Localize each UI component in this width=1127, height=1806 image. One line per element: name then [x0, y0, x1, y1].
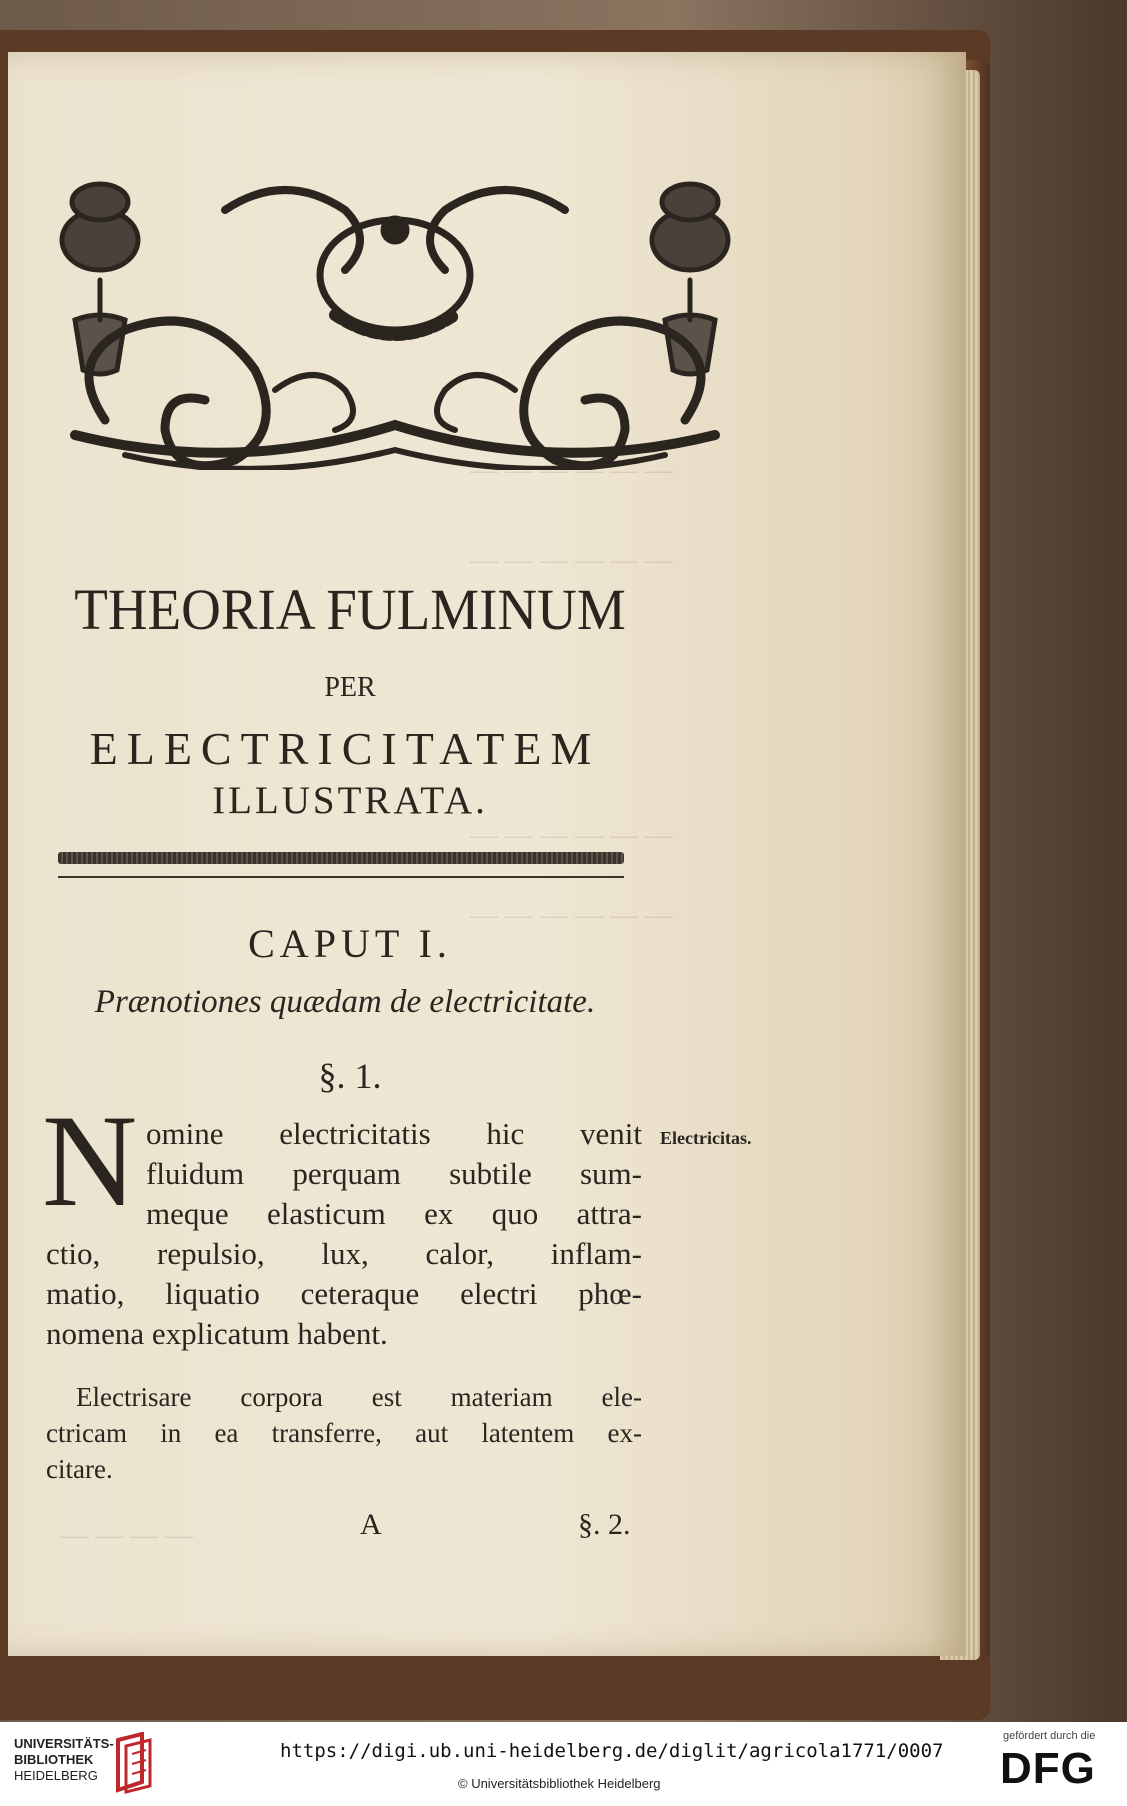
- paragraph-line: Electrisare corpora est materiam ele-: [76, 1382, 642, 1412]
- library-name[interactable]: [14, 1736, 114, 1784]
- paragraph-line: fluidum perquam subtile sum-: [146, 1156, 642, 1191]
- paragraph-line: citare.: [46, 1454, 113, 1484]
- signature-mark: A: [360, 1508, 382, 1541]
- scan-image: — — — — — — — — — — — — — — — — — — — — — — — — — — — — THEORIA FULMINUM PER ELECTRICITATEM ILLUSTRATA. CAPUT I. Prænotiones quædam de electricitate. §. 1. N omine electricitatis hic venit fluidum perquam subtile sum- meque elasticum ex quo attra- ctio, repulsio, lux, calor, inflam- matio, liquatio ceteraque electri phœ- nomena explicatum habent. Electricitas. Electrisare corpora est materiam ele- ctricam in ea transferre, aut latentem ex- citare. A §. 2.: [0, 0, 1127, 1722]
- paragraph-line: ctio, repulsio, lux, calor, inflam-: [46, 1236, 642, 1271]
- drop-cap: N: [42, 1087, 138, 1234]
- title-connector: PER: [324, 672, 376, 703]
- paragraph-line: ctricam in ea transferre, aut latentem ex-: [46, 1418, 642, 1448]
- catchword: §. 2.: [578, 1508, 631, 1541]
- library-logo-icon[interactable]: [112, 1732, 160, 1794]
- ornament-headpiece-icon: [45, 170, 745, 470]
- section-number: §. 1.: [318, 1056, 382, 1096]
- library-name-line: HEIDELBERG: [14, 1768, 98, 1783]
- dfg-logo[interactable]: DFG: [1000, 1744, 1096, 1793]
- paragraph-line: nomena explicatum habent.: [46, 1316, 388, 1351]
- divider-line: [58, 876, 624, 878]
- permalink-url[interactable]: https://digi.ub.uni-heidelberg.de/diglit/agricola1771/0007: [280, 1740, 944, 1762]
- chapter-heading: CAPUT I.: [248, 921, 452, 966]
- title-line-3: ILLUSTRATA.: [212, 779, 488, 822]
- paragraph-line: matio, liquatio ceteraque electri phœ-: [46, 1276, 642, 1311]
- paragraph-line: omine electricitatis hic venit: [146, 1116, 642, 1151]
- decorative-rule: [58, 852, 624, 864]
- chapter-subtitle: Prænotiones quædam de electricitate.: [94, 984, 596, 1020]
- library-name-line: UNIVERSITÄTS-: [14, 1736, 114, 1751]
- library-name-line: BIBLIOTHEK: [14, 1752, 94, 1767]
- title-line-2: ELECTRICITATEM: [89, 723, 601, 774]
- funding-label: gefördert durch die: [1003, 1730, 1096, 1742]
- copyright-text: © Universitätsbibliothek Heidelberg: [458, 1776, 661, 1791]
- book-title: THEORIA FULMINUM: [74, 577, 626, 642]
- margin-note: Electricitas.: [660, 1128, 752, 1148]
- viewer-footer: [0, 1722, 1127, 1806]
- paragraph-line: meque elasticum ex quo attra-: [146, 1196, 642, 1231]
